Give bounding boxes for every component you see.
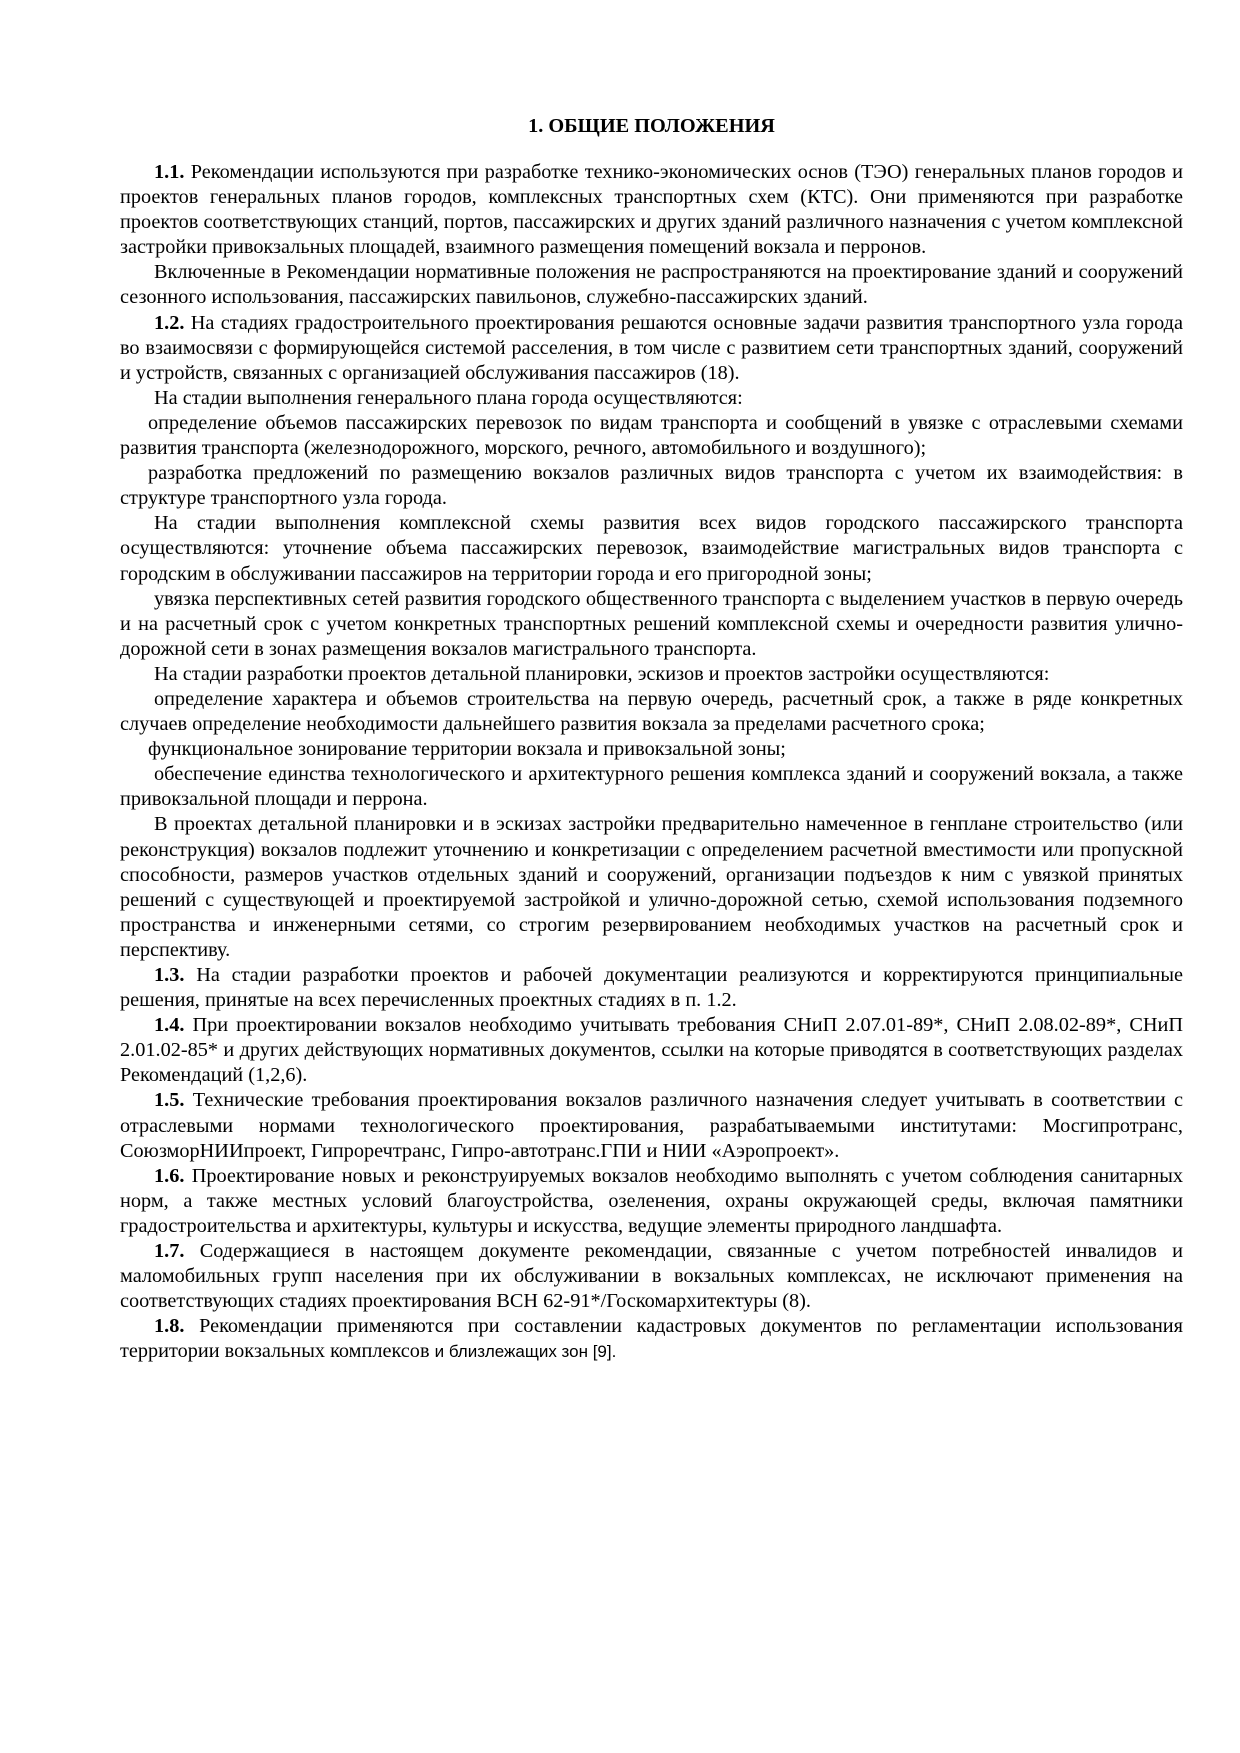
paragraph: определение характера и объемов строительства на первую очередь, расчетный срок, а также в ряде конкретных случаев определение необходимости дальнейшего развития вокзала за пределами расчетного срока; (120, 687, 1183, 736)
clause-text: Рекомендации используются при разработке технико-экономических основ (ТЭО) генеральных планов городов и проектов генеральных планов городов, комплексных транспортных схем (КТС). Они применяются при разработке проектов соответствующих станций, портов, пассажирских и других зданий различного назначения с учетом комплексной застройки привокзальных площадей, взаимного размещения помещений вокзала и перронов. (120, 161, 1183, 259)
paragraph: На стадии выполнения комплексной схемы развития всех видов городского пассажирского транспорта осуществляются: уточнение объема пассажирских перевозок, взаимодействие магистральных видов транспорта с городским в обслуживании пассажиров на территории города и его пригородной зоны; (120, 512, 1183, 585)
clause-text: Технические требования проектирования вокзалов различного назначения следует учитывать в соответствии с отраслевыми нормами технологического проектирования, разрабатываемыми институтами: Мосгипротранс, СоюзморНИИпроект, Гипроречтранс, Гипро-автотранс.ГПИ и НИИ «Аэропроект». (120, 1089, 1183, 1162)
clause-text: Проектирование новых и реконструируемых вокзалов необходимо выполнять с учетом соблюдения санитарных норм, а также местных условий благоустройства, озеленения, охраны окружающей среды, включая памятники градостроительства и архитектуры, культуры и искусства, ведущие элементы природного ландшафта. (120, 1164, 1183, 1237)
clause-text: Рекомендации применяются при составлении кадастровых документов по регламентации использования территории вокзальных комплексов (120, 1315, 1183, 1363)
paragraph-1-3 (120, 963, 1183, 1013)
clause-number: 1.7. (154, 1240, 185, 1263)
paragraph: В проектах детальной планировки и в эскизах застройки предварительно намеченное в генплане строительство (или реконструкция) вокзалов подлежит уточнению и конкретизации с определением расчетной вместимости или пропускной способности, размеров участков отдельных зданий и сооружений, организации подъездов к ним с увязкой принятых решений с существующей и проектируемой застройкой и улично-дорожной сетью, схемой использования подземного пространства и инженерными сетями, со строгим резервированием необходимых участков на расчетный срок и перспективу. (120, 813, 1183, 961)
paragraph-1-8 (120, 1314, 1183, 1364)
clause-number: 1.3. (154, 964, 185, 986)
clause-number: 1.4. (154, 1014, 185, 1037)
paragraph-1-6 (120, 1164, 1183, 1239)
paragraph: увязка перспективных сетей развития городского общественного транспорта с выделением участков в первую очередь и на расчетный срок с учетом конкретных транспортных решений комплексной схемы и очередности развития улично-дорожной сети в зонах размещения вокзалов магистрального транспорта. (120, 587, 1183, 660)
paragraph: разработка предложений по размещению вокзалов различных видов транспорта с учетом их взаимодействия: в структуре транспортного узла города. (120, 462, 1183, 510)
paragraph: На стадии выполнения генерального плана города осуществляются: (154, 386, 743, 409)
paragraph: Включенные в Рекомендации нормативные положения не распространяются на проектирование зданий и сооружений сезонного использования, пассажирских павильонов, служебно-пассажирских зданий. (120, 261, 1183, 309)
clause-number: 1.2. (154, 311, 185, 334)
paragraph-1-2 (120, 311, 1183, 386)
paragraph-1-1 (120, 160, 1183, 260)
clause-number: 1.5. (154, 1089, 185, 1112)
clause-number: 1.8. (154, 1315, 185, 1338)
clause-text-tail: и близлежащих зон [9]. (434, 1342, 617, 1362)
clause-number: 1.1. (154, 161, 185, 183)
paragraph: обеспечение единства технологического и архитектурного решения комплекса зданий и сооружений вокзала, а также привокзальной площади и перрона. (120, 763, 1183, 811)
document-page (120, 114, 1183, 1365)
clause-number: 1.6. (154, 1164, 185, 1187)
paragraph: функциональное зонирование территории вокзала и привокзальной зоны; (148, 738, 786, 761)
paragraph-1-4 (120, 1013, 1183, 1088)
section-heading: 1. ОБЩИЕ ПОЛОЖЕНИЯ (528, 115, 775, 137)
paragraph: На стадии разработки проектов детальной планировки, эскизов и проектов застройки осуществляются: (154, 662, 1050, 685)
clause-text: На стадиях градостроительного проектирования решаются основные задачи развития транспортного узла города во взаимосвязи с формирующейся системой расселения, в том числе с развитием сети транспортных зданий, сооружений и устройств, связанных с организацией обслуживания пассажиров (18). (120, 311, 1183, 384)
paragraph-1-7 (120, 1239, 1183, 1314)
clause-text: На стадии разработки проектов и рабочей документации реализуются и корректируются принципиальные решения, принятые на всех перечисленных проектных стадиях в п. 1.2. (120, 964, 1183, 1012)
clause-text: При проектировании вокзалов необходимо учитывать требования СНиП 2.07.01-89*, СНиП 2.08.02-89*, СНиП 2.01.02-85* и других действующих нормативных документов, ссылки на которые приводятся в соответствующих разделах Рекомендаций (1,2,6). (120, 1014, 1183, 1087)
paragraph: определение объемов пассажирских перевозок по видам транспорта и сообщений в увязке с отраслевыми схемами развития транспорта (железнодорожного, морского, речного, автомобильного и воздушного); (120, 411, 1183, 460)
paragraph-1-5 (120, 1088, 1183, 1163)
clause-text: Содержащиеся в настоящем документе рекомендации, связанные с учетом потребностей инвалидов и маломобильных групп населения при их обслуживании в вокзальных комплексах, не исключают применения на соответствующих стадиях проектирования ВСН 62-91*/Госкомархитектуры (8). (120, 1240, 1183, 1313)
